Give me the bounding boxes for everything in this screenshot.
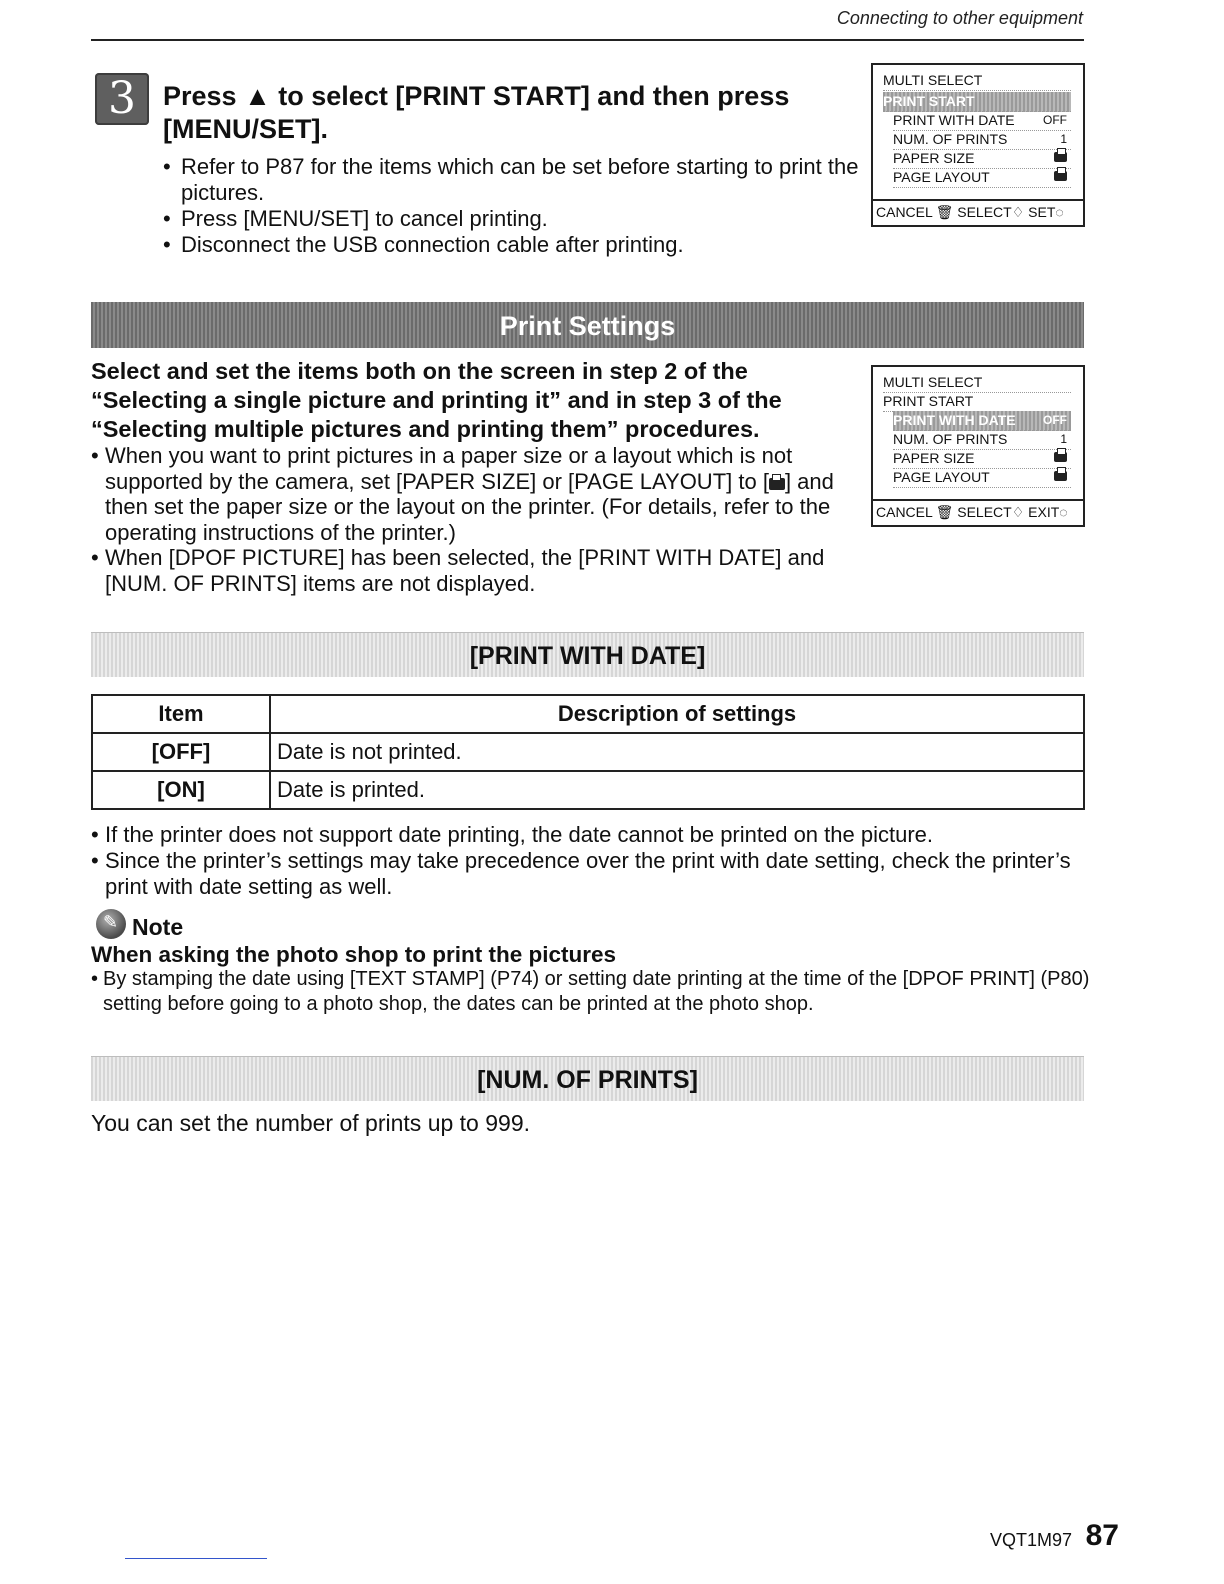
lcd-footer: CANCEL 🗑 SELECT♢ SET◌ xyxy=(873,199,1083,223)
column-header: Item xyxy=(92,695,270,733)
header-rule xyxy=(91,39,1084,41)
camera-menu-screen-2 xyxy=(871,365,1085,527)
list-item: • Refer to P87 for the items which can be set before starting to print the pictures. xyxy=(163,154,863,206)
lcd-footer: CANCEL 🗑 SELECT♢ EXIT◌ xyxy=(873,499,1083,523)
table-cell-item: [OFF] xyxy=(92,733,270,771)
table-row xyxy=(92,771,1084,809)
print-settings-bar: Print Settings xyxy=(91,302,1084,348)
note-body: • By stamping the date using [TEXT STAMP] (P74) or setting date printing at the time of the [DPOF PRINT] (P80) setting before going to a photo shop, the dates can be printed at the photo shop. xyxy=(91,967,1091,1017)
step-number-icon: 3 xyxy=(95,73,149,125)
lcd-title: MULTI SELECT xyxy=(883,373,1071,393)
print-settings-intro: Select and set the items both on the screen in step 2 of the “Selecting a single picture and printing it” and in step 3 of the “Selecting multiple pictures and printing them” procedures. xyxy=(91,358,782,442)
note-subtitle: When asking the photo shop to print the pictures xyxy=(91,942,616,967)
table-row xyxy=(92,733,1084,771)
step-title: Press ▲ to select [PRINT START] and then press [MENU/SET]. xyxy=(163,81,790,144)
lcd-row: PRINT WITH DATE OFF xyxy=(893,111,1071,131)
print-with-date-bullets xyxy=(91,822,1091,900)
lcd-row: PRINT START xyxy=(883,392,1071,412)
page-number: 87 xyxy=(1085,1519,1119,1552)
list-item: • When you want to print pictures in a paper size or a layout which is not supported by the camera, set [PAPER SIZE] or [PAGE LAYOUT] to [ ] and then set the paper size or the layout on the printer. (For details, refer to the operating instructions of the printer.) xyxy=(91,443,851,545)
num-of-prints-bar: [NUM. OF PRINTS] xyxy=(91,1056,1084,1101)
list-item: • Press [MENU/SET] to cancel printing. xyxy=(163,206,863,232)
table-cell-item: [ON] xyxy=(92,771,270,809)
lcd-highlight-row: PRINT WITH DATE OFF xyxy=(893,411,1071,431)
list-item: • If the printer does not support date printing, the date cannot be printed on the picture. xyxy=(91,822,1091,848)
table-cell-desc: Date is printed. xyxy=(270,771,1084,809)
lcd-row: NUM. OF PRINTS 1 xyxy=(893,430,1071,450)
column-header: Description of settings xyxy=(270,695,1084,733)
table-cell-desc: Date is not printed. xyxy=(270,733,1084,771)
print-with-date-bar: [PRINT WITH DATE] xyxy=(91,632,1084,677)
table-header-row xyxy=(92,695,1084,733)
model-code: VQT1M97 xyxy=(989,1530,1072,1550)
footer-rule xyxy=(125,1558,267,1559)
list-item: • Disconnect the USB connection cable after printing. xyxy=(163,232,863,258)
note-icon xyxy=(96,909,126,939)
printer-icon xyxy=(769,478,785,490)
printer-icon xyxy=(1054,152,1067,162)
num-of-prints-text: You can set the number of prints up to 999. xyxy=(91,1110,530,1136)
lcd-row: PAPER SIZE xyxy=(893,449,1071,469)
print-settings-bullets xyxy=(91,443,851,596)
lcd-row: PAPER SIZE xyxy=(893,149,1071,169)
section-header: Connecting to other equipment xyxy=(836,8,1083,28)
step-bullet-list xyxy=(163,154,863,258)
printer-icon xyxy=(1054,171,1067,181)
lcd-row: PAGE LAYOUT xyxy=(893,468,1071,488)
lcd-row: NUM. OF PRINTS 1 xyxy=(893,130,1071,150)
printer-icon xyxy=(1054,452,1067,462)
list-item: • Since the printer’s settings may take precedence over the print with date setting, check the printer’s print with date setting as well. xyxy=(91,848,1091,900)
lcd-title: MULTI SELECT xyxy=(883,71,1071,91)
lcd-highlight-row: PRINT START xyxy=(883,92,1071,112)
list-item: • When [DPOF PICTURE] has been selected, the [PRINT WITH DATE] and [NUM. OF PRINTS] items are not displayed. xyxy=(91,545,851,596)
note-label: Note xyxy=(132,914,184,940)
print-with-date-table xyxy=(91,694,1085,810)
lcd-row: PAGE LAYOUT xyxy=(893,168,1071,188)
printer-icon xyxy=(1054,471,1067,481)
camera-menu-screen-1 xyxy=(871,63,1085,227)
